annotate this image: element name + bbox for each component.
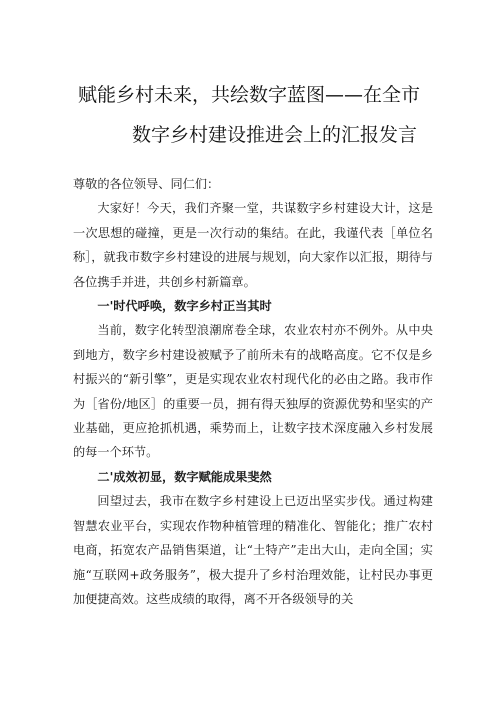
salutation: 尊敬的各位领导、同仁们： (73, 177, 220, 191)
section-heading-1: 一'时代呼唤，数字乡村正当其时 (97, 299, 272, 314)
document-body (73, 172, 433, 611)
paragraph-section-1: 当前，数字化转型浪潮席卷全球，农业农村亦不例外。从中央到地方，数字乡村建设被赋予了前所未有的战略高度。它不仅是乡村振兴的“新引擎”，更是实现农业农村现代化的必由之路。我市作为［省份/地区］的重要一员，拥有得天独厚的资源优势和坚实的产业基础，更应抢抓机遇，乘势而上，让数字技术深度融入乡村发展的每一个环节。 (73, 323, 433, 460)
paragraph-section-2: 回望过去，我市在数字乡村建设上已迈出坚实步伐。通过构建智慧农业平台，实现农作物种植管理的精准化、智能化；推广农村电商，拓宽农产品销售渠道，让“土特产”走出大山，走向全国；实施“互联网+政务服务”，极大提升了乡村治理效能，让村民办事更加便捷高效。这些成绩的取得，离不开各级领导的关 (73, 494, 433, 606)
section-heading-2: 二'成效初显，数字赋能成果斐然 (97, 469, 272, 484)
document-title-line-1: 赋能乡村未来，共绘数字蓝图——在全市 (78, 84, 421, 106)
paragraph-opening: 大家好！今天，我们齐聚一堂，共谋数字乡村建设大计，这是一次思想的碰撞，更是一次行动的集结。在此，我谨代表［单位名称］，就我市数字乡村建设的进展与规划，向大家作以汇报，期待与各位携手并进，共创乡村新篇章。 (73, 201, 433, 289)
document-title-line-2: 数字乡村建设推进会上的汇报发言 (132, 124, 418, 146)
